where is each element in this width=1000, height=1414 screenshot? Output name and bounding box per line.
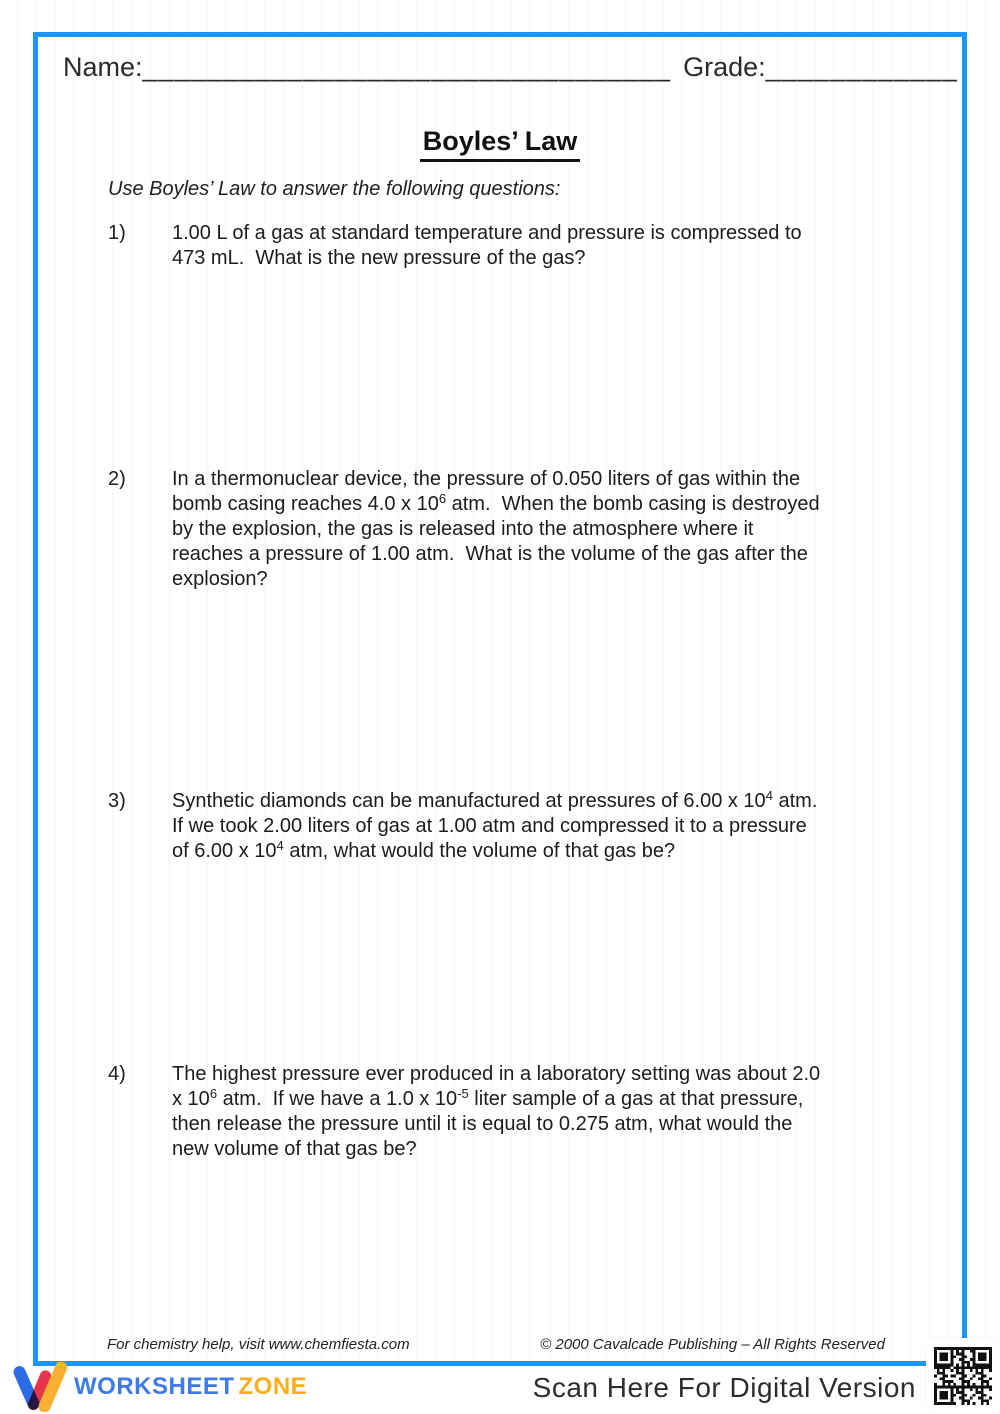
page-footer [107,1336,885,1353]
question-text: The highest pressure ever produced in a laboratory setting was about 2.0 x $10^6$ atm. If we have a 1.0 x $10^{-5}$ liter sample of a gas at that pressure, then release the pressure until it is equal to 0.275 atm, what would the new volume of that gas be? [172,1063,821,1160]
question-text: 1.00 L of a gas at standard temperature and pressure is compressed to 473 mL. What is the new pressure of the gas? [172,222,802,269]
bottom-brand-bar [0,1366,1000,1414]
instruction-text: Use Boyles’ Law to answer the following questions: [108,178,561,200]
name-grade-header [63,52,958,83]
question-4 [108,1062,898,1162]
name-label: Name: [63,52,143,82]
page-title: Boyles’ Law [420,126,581,162]
question-2 [108,467,898,592]
brand-word-worksheet: WORKSHEET [74,1373,235,1400]
question-number: 3) [108,790,126,812]
question-number: 1) [108,222,126,244]
grade-blank-line: ____________ [765,52,958,82]
question-3 [108,789,898,864]
worksheetzone-logo[interactable] [10,1360,307,1414]
name-blank-line: _________________________________ [142,52,672,82]
question-1 [108,221,898,271]
question-text: In a thermonuclear device, the pressure of 0.050 liters of gas within the bomb casing reaches 4.0 x $10^6$ atm. When the bomb casing is destroyed by the explosion, the gas is released into the atmosphere where it reaches a pressure of 1.00 atm. What is the volume of the gas after the explosion? [172,468,820,590]
grade-label: Grade: [683,52,766,82]
logo-w-icon [10,1362,68,1412]
footer-copyright: © 2000 Cavalcade Publishing – All Rights Reserved [540,1336,885,1353]
title-row [33,126,967,162]
brand-wordmark [74,1373,307,1401]
brand-word-zone: ZONE [238,1373,308,1400]
footer-help-text: For chemistry help, visit www.chemfiesta.com [107,1336,410,1353]
scan-here-text: Scan Here For Digital Version [532,1372,916,1403]
qr-code[interactable] [926,1338,1000,1414]
question-text: Synthetic diamonds can be manufactured at pressures of 6.00 x $10^4$ atm. If we took 2.00 liters of gas at 1.00 atm and compressed it to a pressure of 6.00 x $10^4$ atm, what would the volume of that gas be? [172,788,818,862]
question-number: 4) [108,1063,126,1085]
question-number: 2) [108,468,126,490]
qr-code-icon [934,1347,992,1405]
